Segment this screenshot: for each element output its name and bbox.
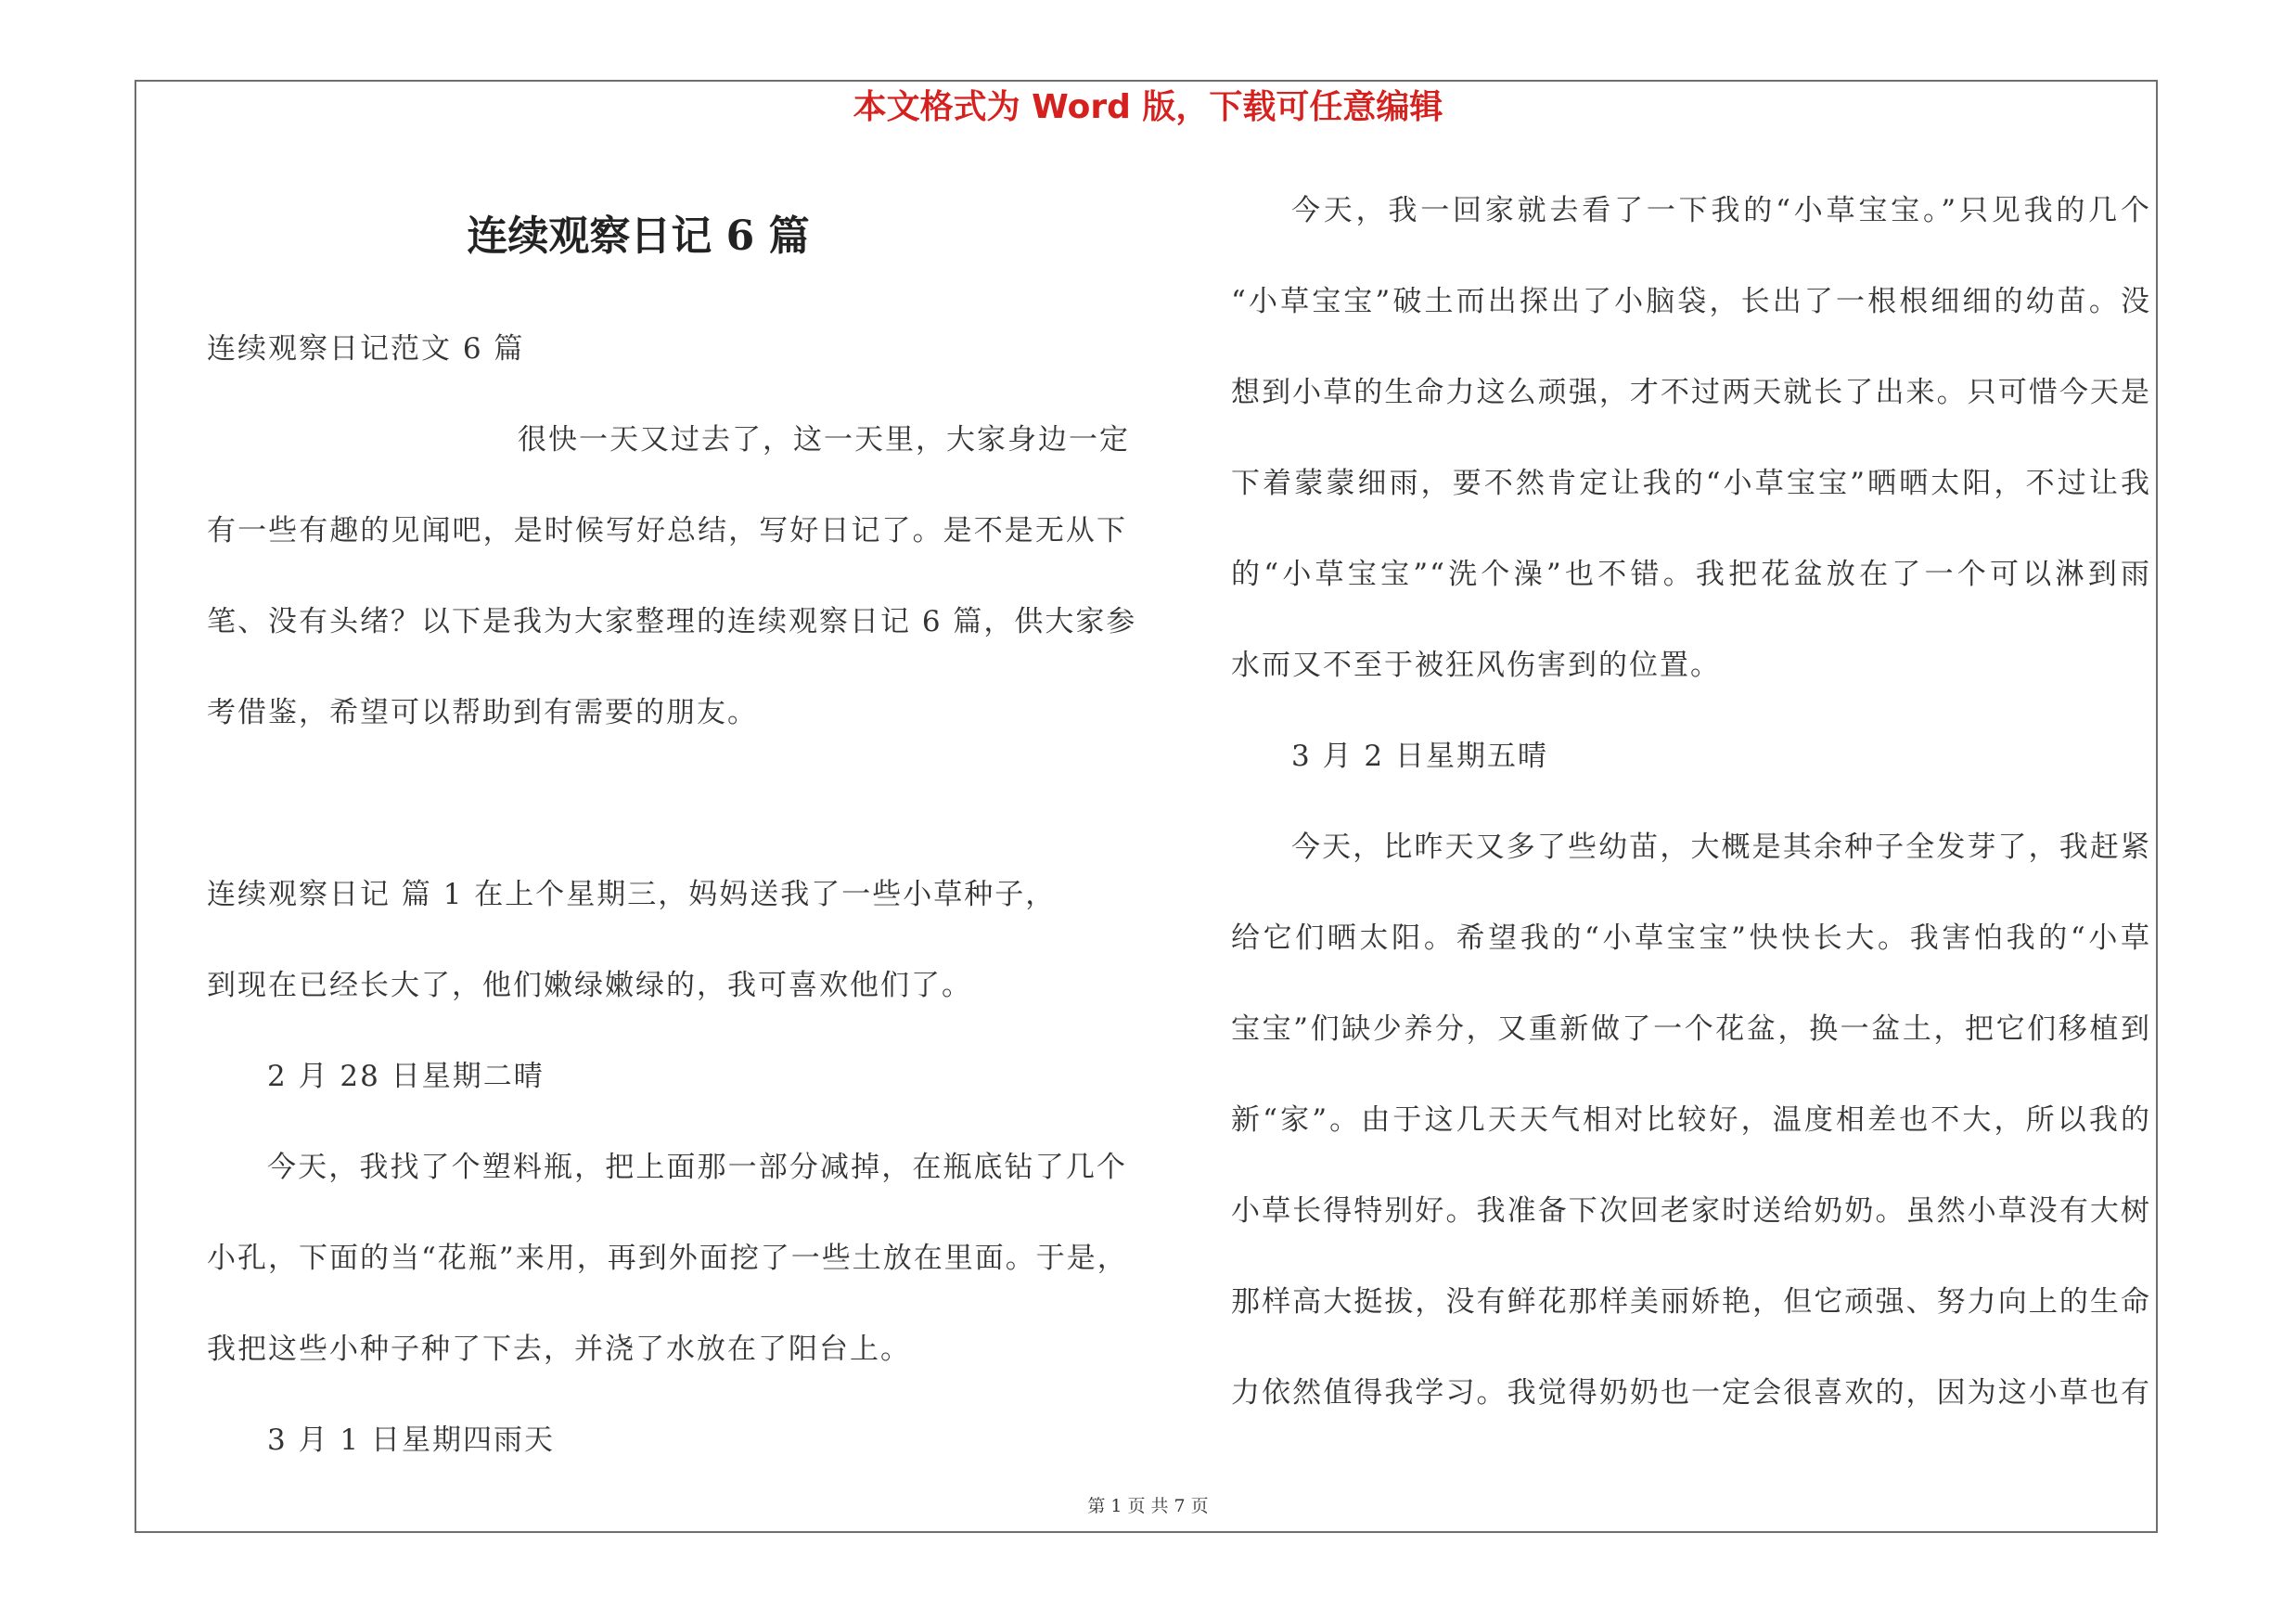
text-line: 水而又不至于被狂风伤害到的位置。 bbox=[1231, 649, 1721, 682]
date-heading: 2 月 28 日星期二晴 bbox=[267, 1060, 545, 1093]
text-line: 小孔，下面的当“花瓶”来用，再到外面挖了一些土放在里面。于是， bbox=[207, 1242, 1128, 1275]
text-line: 到现在已经长大了，他们嫩绿嫩绿的，我可喜欢他们了。 bbox=[207, 969, 972, 1002]
text-line: 那样高大挺拔，没有鲜花那样美丽娇艳，但它顽强、努力向上的生命 bbox=[1231, 1285, 2151, 1319]
text-line: 给它们晒太阳。希望我的“小草宝宝”快快长大。我害怕我的“小草 bbox=[1231, 921, 2151, 955]
text-line: 小草长得特别好。我准备下次回老家时送给奶奶。虽然小草没有大树 bbox=[1231, 1194, 2151, 1228]
date-heading: 3 月 1 日星期四雨天 bbox=[267, 1423, 556, 1457]
text-line: 想到小草的生命力这么顽强，才不过两天就长了出来。只可惜今天是 bbox=[1231, 376, 2151, 409]
text-line: 今天，我找了个塑料瓶，把上面那一部分减掉，在瓶底钻了几个 bbox=[267, 1151, 1127, 1184]
text-line: 的“小草宝宝”“洗个澡”也不错。我把花盆放在了一个可以淋到雨 bbox=[1231, 558, 2151, 591]
text-line: 考借鉴，希望可以帮助到有需要的朋友。 bbox=[207, 696, 758, 729]
text-line: 今天，我一回家就去看了一下我的“小草宝宝。”只见我的几个 bbox=[1291, 194, 2151, 227]
text-line: 新“家”。由于这几天天气相对比较好，温度相差也不大，所以我的 bbox=[1231, 1103, 2151, 1137]
format-banner: 本文格式为 Word 版，下载可任意编辑 bbox=[853, 88, 1443, 126]
text-line: 我把这些小种子种了下去，并浇了水放在了阳台上。 bbox=[207, 1333, 911, 1366]
text-line: 笔、没有头绪？以下是我为大家整理的连续观察日记 6 篇，供大家参 bbox=[207, 605, 1137, 638]
text-line: 宝宝”们缺少养分，又重新做了一个花盆，换一盆土，把它们移植到 bbox=[1231, 1012, 2151, 1046]
text-line: “小草宝宝”破土而出探出了小脑袋，长出了一根根细细的幼苗。没 bbox=[1231, 285, 2151, 318]
text-line: 很快一天又过去了，这一天里，大家身边一定 bbox=[518, 423, 1130, 457]
section-heading-line: 连续观察日记 篇 1 在上个星期三，妈妈送我了一些小草种子， bbox=[207, 878, 1057, 911]
date-heading: 3 月 2 日星期五晴 bbox=[1291, 740, 1549, 773]
text-line: 今天，比昨天又多了些幼苗，大概是其余种子全发芽了，我赶紧 bbox=[1291, 831, 2151, 864]
text-line: 有一些有趣的见闻吧，是时候写好总结，写好日记了。是不是无从下 bbox=[207, 514, 1127, 547]
document-title: 连续观察日记 6 篇 bbox=[467, 213, 810, 260]
page-number-footer: 第 1 页 共 7 页 bbox=[1087, 1496, 1209, 1516]
text-line: 下着蒙蒙细雨，要不然肯定让我的“小草宝宝”晒晒太阳，不过让我 bbox=[1231, 467, 2151, 500]
text-line: 力依然值得我学习。我觉得奶奶也一定会很喜欢的，因为这小草也有 bbox=[1231, 1376, 2151, 1410]
subtitle-line: 连续观察日记范文 6 篇 bbox=[207, 332, 525, 366]
